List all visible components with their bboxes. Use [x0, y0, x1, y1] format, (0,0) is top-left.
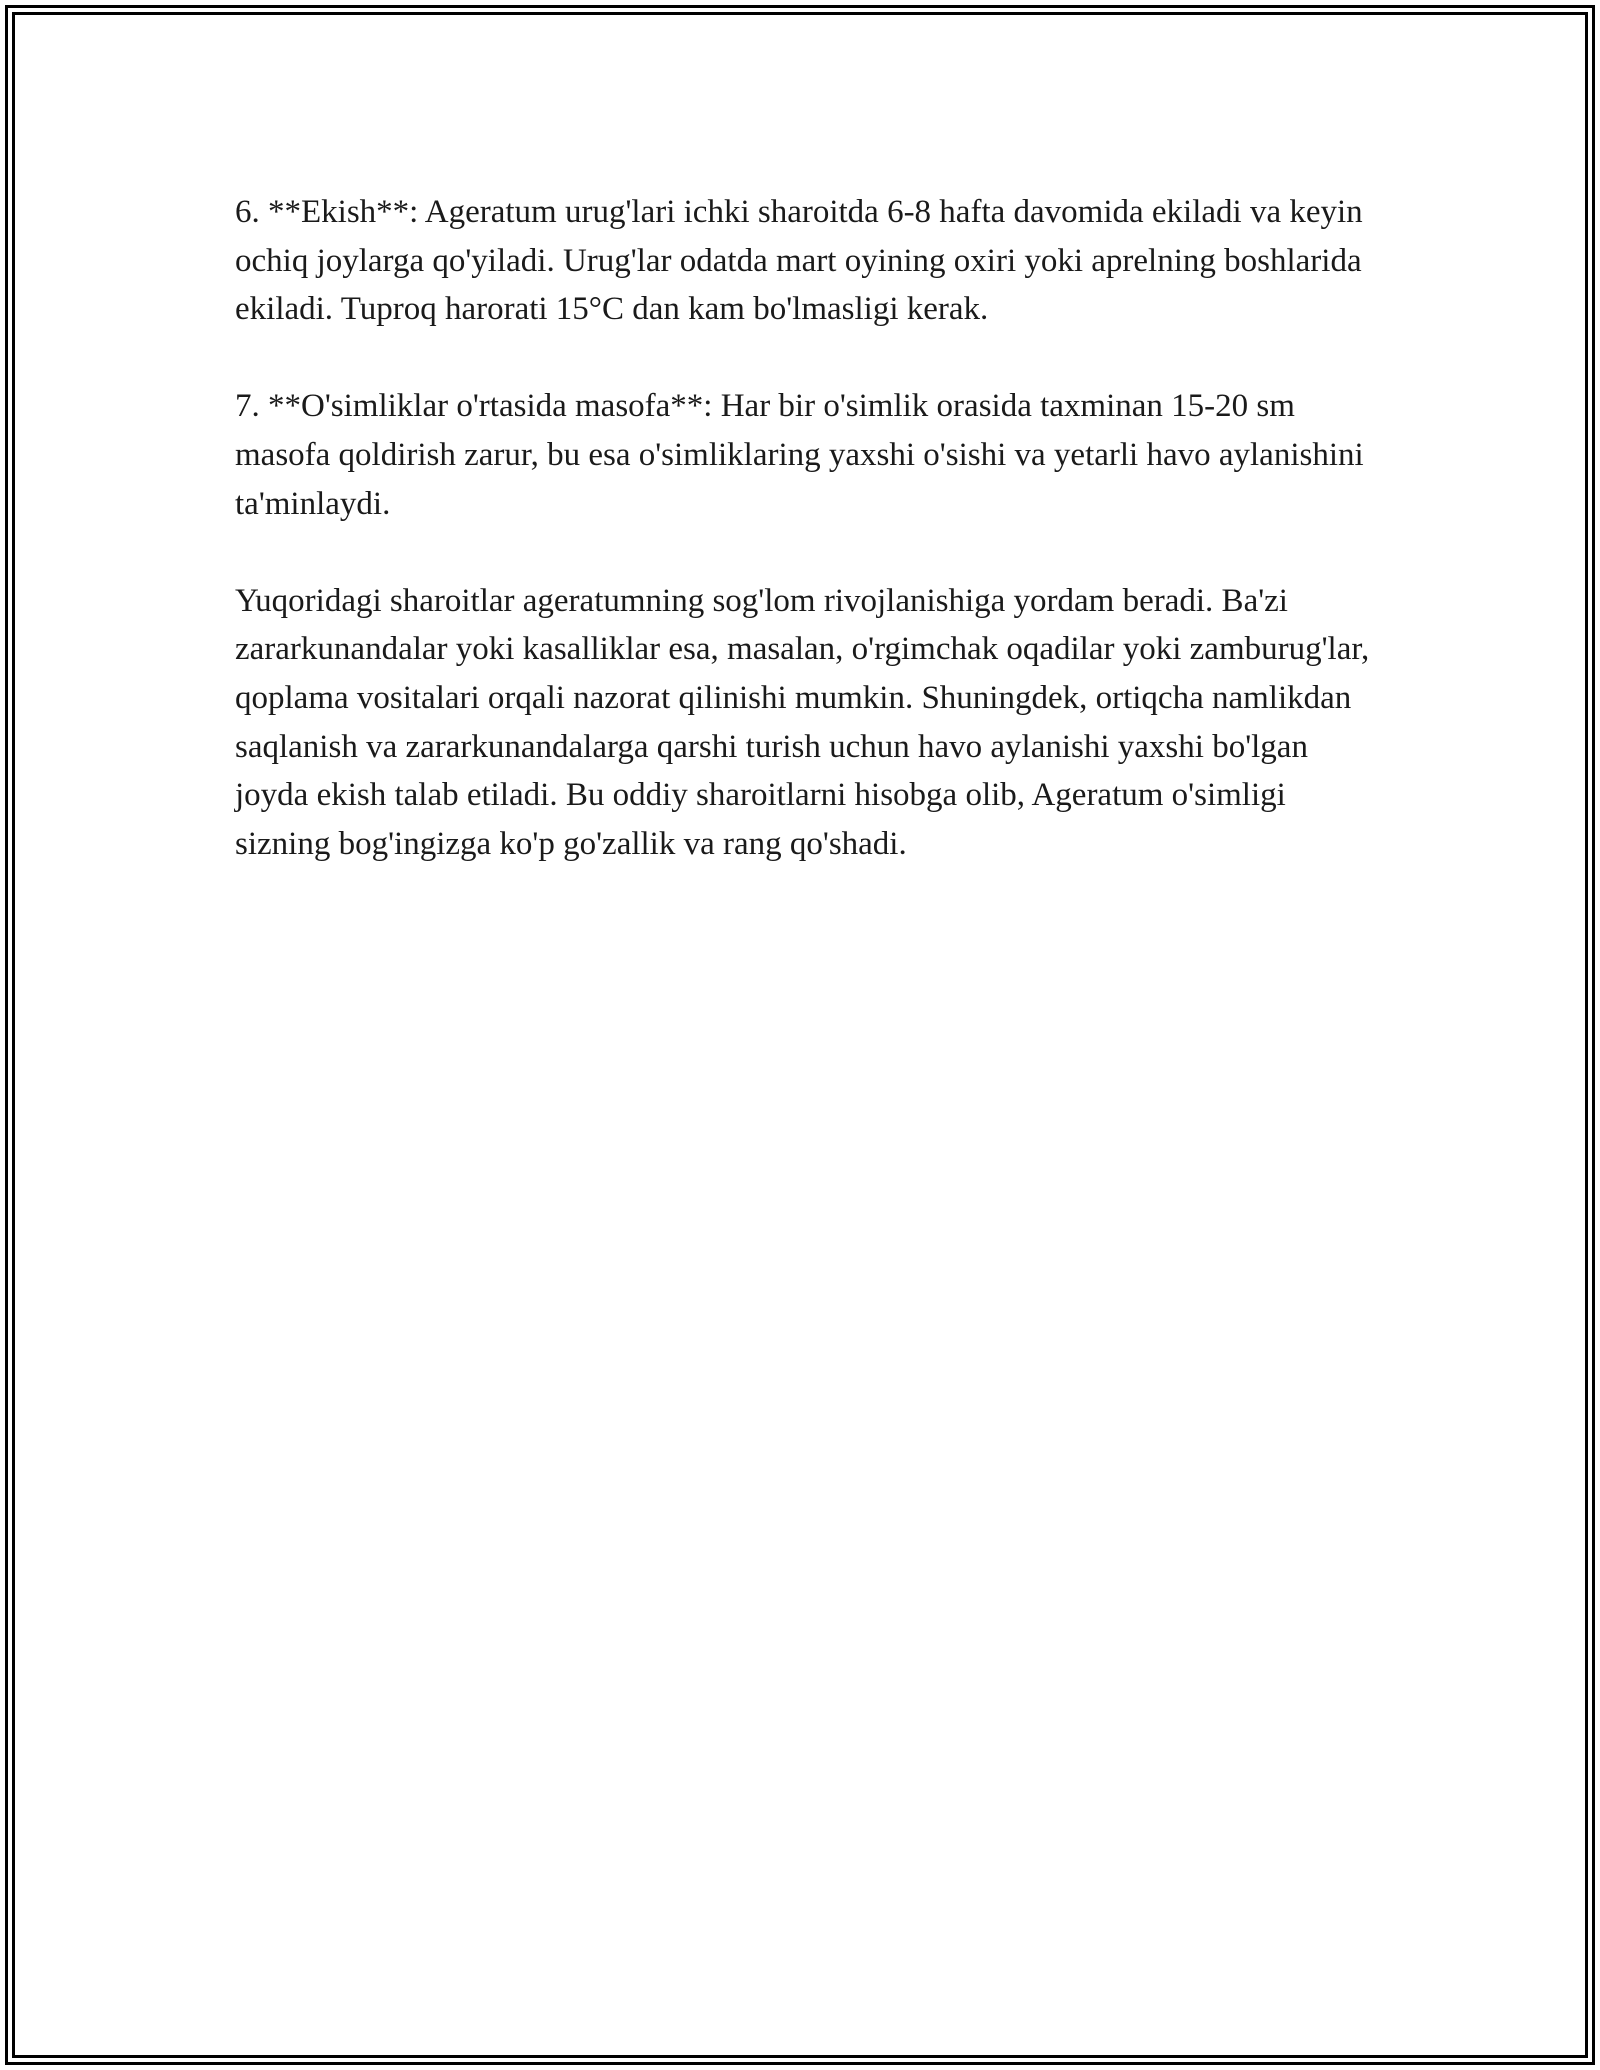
paragraph-planting: 6. **Ekish**: Ageratum urug'lari ichki sharoitda 6-8 hafta davomida ekiladi va keyin ochiq joylarga qo'yiladi. Urug'lar odatda mart oyining oxiri yoki aprelning boshlarida ekiladi. Tuproq harorati 15°C dan kam bo'lmasligi kerak. [235, 194, 1363, 328]
paragraph-conclusion: Yuqoridagi sharoitlar ageratumning sog'lom rivojlanishiga yordam beradi. Ba'zi zararkunandalar yoki kasalliklar esa, masalan, o'rgimchak oqadilar yoki zamburug'lar, qoplama vositalari orqali nazorat qilinishi mumkin. Shuningdek, ortiqcha namlikdan saqlanish va zararkunandalarga qarshi turish uchun havo aylanishi yaxshi bo'lgan joyda ekish talab etiladi. Bu oddiy sharoitlarni hisobga olib, Ageratum o'simligi sizning bog'ingizga ko'p go'zallik va rang qo'shadi. [235, 582, 1370, 862]
document-body [235, 188, 1375, 917]
paragraph-plant-spacing: 7. **O'simliklar o'rtasida masofa**: Har bir o'simlik orasida taxminan 15-20 sm masofa qoldirish zarur, bu esa o'simliklaring yaxshi o'sishi va yetarli havo aylanishini ta'minlaydi. [235, 388, 1364, 522]
